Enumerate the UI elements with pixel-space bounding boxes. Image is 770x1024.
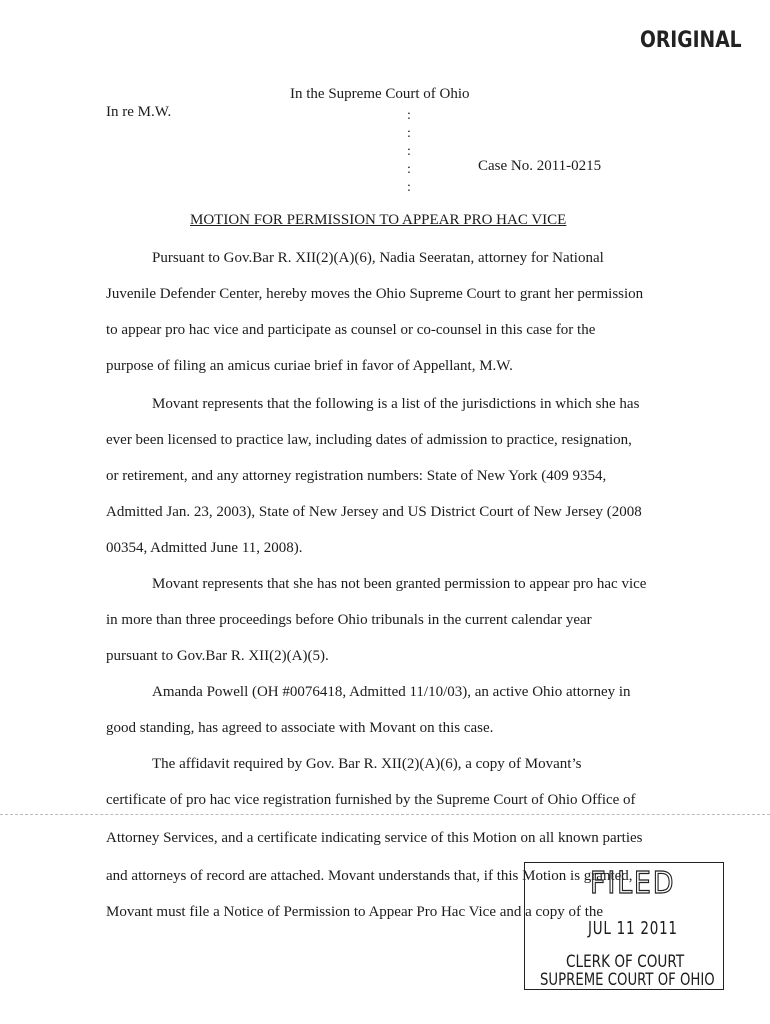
body-line: purpose of filing an amicus curiae brief in favor of Appellant, M.W. — [106, 358, 513, 374]
body-line: or retirement, and any attorney registration numbers: State of New York (409 9354, — [106, 468, 607, 484]
body-line: The affidavit required by Gov. Bar R. XII(2)(A)(6), a copy of Movant’s — [152, 756, 582, 772]
original-stamp: ORIGINAL — [640, 28, 742, 53]
body-line: good standing, has agreed to associate with Movant on this case. — [106, 720, 494, 736]
body-line: pursuant to Gov.Bar R. XII(2)(A)(5). — [106, 648, 329, 664]
caption-separator: : — [407, 126, 411, 141]
body-line: Admitted Jan. 23, 2003), State of New Jersey and US District Court of New Jersey (2008 — [106, 504, 642, 520]
caption-separator: : — [407, 180, 411, 195]
filed-stamp-word: FILED — [590, 866, 676, 901]
scan-artifact-line — [0, 814, 770, 815]
court-name: In the Supreme Court of Ohio — [290, 86, 470, 102]
caption-separator: : — [407, 162, 411, 177]
caption-separator: : — [407, 108, 411, 123]
body-line: Attorney Services, and a certificate indicating service of this Motion on all known parties — [106, 830, 643, 846]
filed-stamp-clerk: CLERK OF COURT — [566, 952, 685, 972]
case-party: In re M.W. — [106, 104, 172, 120]
body-line: Amanda Powell (OH #0076418, Admitted 11/10/03), an active Ohio attorney in — [152, 684, 631, 700]
body-line: Juvenile Defender Center, hereby moves the Ohio Supreme Court to grant her permission — [106, 286, 644, 302]
caption-separator: : — [407, 144, 411, 159]
body-line: Movant represents that she has not been granted permission to appear pro hac vice — [152, 576, 647, 592]
filed-stamp-date: JUL 11 2011 — [588, 918, 678, 939]
body-line: ever been licensed to practice law, including dates of admission to practice, resignation, — [106, 432, 632, 448]
body-line: 00354, Admitted June 11, 2008). — [106, 540, 303, 556]
body-line: in more than three proceedings before Ohio tribunals in the current calendar year — [106, 612, 592, 628]
filed-stamp-court: SUPREME COURT OF OHIO — [540, 970, 715, 990]
body-line: Movant represents that the following is a list of the jurisdictions in which she has — [152, 396, 640, 412]
body-line: to appear pro hac vice and participate as counsel or co-counsel in this case for the — [106, 322, 596, 338]
body-line: certificate of pro hac vice registration furnished by the Supreme Court of Ohio Office of — [106, 792, 636, 808]
motion-title: MOTION FOR PERMISSION TO APPEAR PRO HAC VICE — [190, 212, 567, 228]
body-line: and attorneys of record are attached. Movant understands that, if this Motion is granted, — [106, 868, 633, 884]
body-line: Pursuant to Gov.Bar R. XII(2)(A)(6), Nadia Seeratan, attorney for National — [152, 250, 604, 266]
body-line: Movant must file a Notice of Permission to Appear Pro Hac Vice and a copy of the — [106, 904, 604, 920]
case-number: Case No. 2011-0215 — [478, 158, 602, 174]
